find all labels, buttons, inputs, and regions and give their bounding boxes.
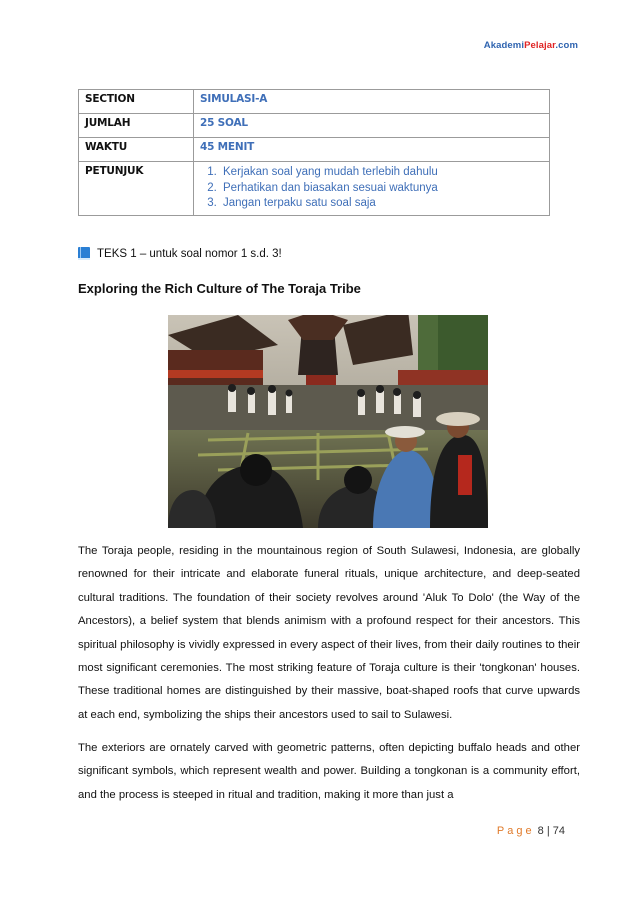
page-footer: [497, 825, 565, 837]
page-number: 8: [537, 825, 544, 837]
jumlah-value: 25 SOAL: [194, 114, 550, 138]
petunjuk-cell: [194, 162, 550, 216]
section-value: SIMULASI-A: [194, 90, 550, 114]
waktu-label: WAKTU: [79, 138, 194, 162]
petunjuk-item: 2. Perhatikan dan biasakan sesuai waktunya: [220, 181, 543, 197]
table-row-jumlah: [79, 114, 550, 138]
brand-part-2: Pelajar: [524, 40, 556, 51]
brand-part-1: Akademi: [483, 40, 525, 51]
book-icon: [78, 247, 90, 260]
jumlah-label: JUMLAH: [79, 114, 194, 138]
petunjuk-label: PETUNJUK: [79, 162, 194, 216]
brand-part-3: .com: [555, 40, 578, 51]
total-pages: 74: [552, 825, 565, 837]
toraja-ceremony-photo: [168, 315, 488, 528]
petunjuk-item: 3. Jangan terpaku satu soal saja: [220, 196, 543, 212]
brand-logo: [484, 40, 578, 51]
teks-heading-text: TEKS 1 – untuk soal nomor 1 s.d. 3!: [97, 247, 282, 260]
page-separator: |: [546, 825, 550, 837]
waktu-value: 45 MENIT: [194, 138, 550, 162]
table-row-petunjuk: [79, 162, 550, 216]
page-word: Page: [496, 825, 535, 837]
section-label: SECTION: [79, 90, 194, 114]
info-table: [78, 89, 550, 216]
petunjuk-item: 1. Kerjakan soal yang mudah terlebih dahulu: [220, 165, 543, 181]
table-row-waktu: [79, 138, 550, 162]
petunjuk-list: [200, 165, 543, 212]
table-row-section: [79, 90, 550, 114]
article-title: Exploring the Rich Culture of The Toraja Tribe: [78, 281, 361, 296]
teks-heading: [78, 247, 282, 260]
paragraph-1: The Toraja people, residing in the mountainous region of South Sulawesi, Indonesia, are globally renowned for their intricate and elaborate funeral rituals, unique architecture, and deep-seated cultural traditions. The foundation of their society revolves around 'Aluk To Dolo' (the Way of the Ancestors), a belief system that blends animism with a profound respect for their ancestors. This spiritual philosophy is vividly expressed in every aspect of their lives, from their daily routines to their most significant ceremonies. The most striking feature of Toraja culture is their 'tongkonan' houses. These traditional homes are distinguished by their massive, boat-shaped roofs that curve upwards at each end, symbolizing the ships their ancestors used to sail to Sulawesi.: [78, 545, 580, 721]
paragraph-2: The exteriors are ornately carved with geometric patterns, often depicting buffalo heads and other significant symbols, which represent wealth and power. Building a tongkonan is a community effort, and the process is steeped in ritual and tradition, making it more than just a: [78, 742, 580, 801]
